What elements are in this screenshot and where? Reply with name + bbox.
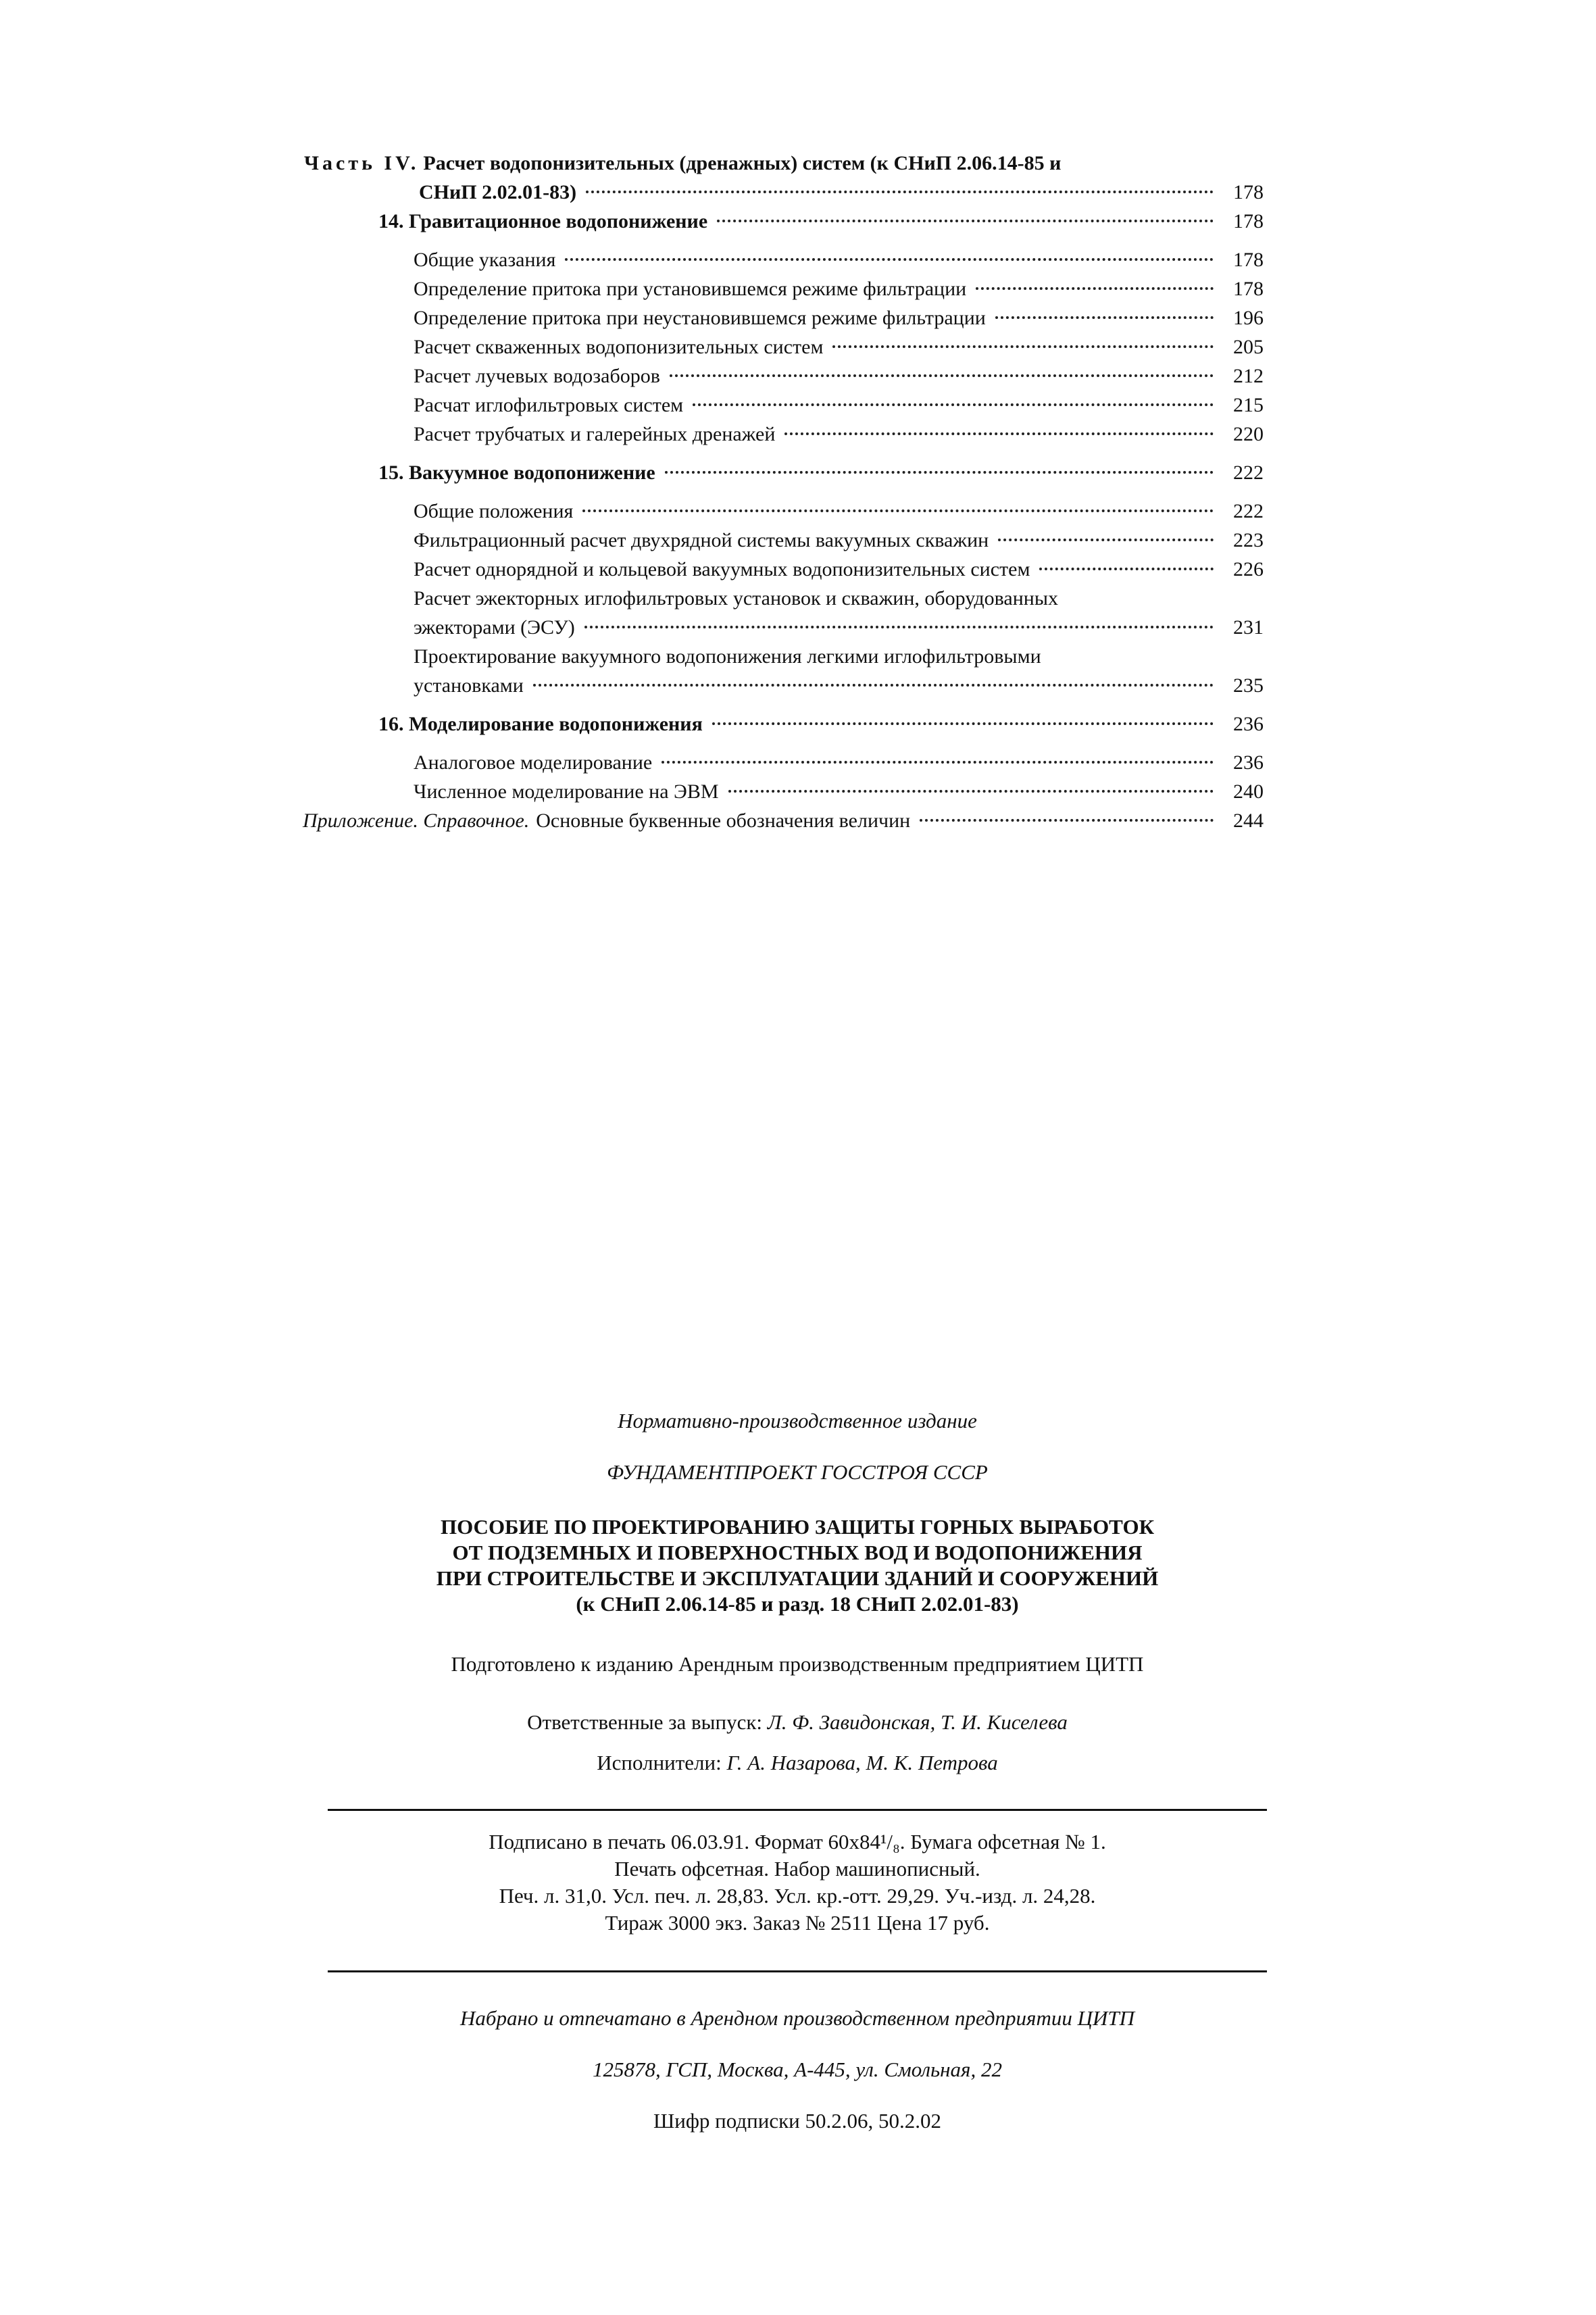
- toc-entry: [304, 748, 1264, 777]
- toc-entry: [304, 303, 1264, 332]
- publication-title-line: ПОСОБИЕ ПО ПРОЕКТИРОВАНИЮ ЗАЩИТЫ ГОРНЫХ ВЫРАБОТОК: [440, 1515, 1155, 1539]
- executors: [304, 1751, 1291, 1775]
- toc-entry-wrapped-first-line: [304, 584, 1264, 613]
- toc-entry-title: Расчат иглофильтровых систем: [414, 394, 684, 416]
- toc-part-title-line2: СНиП 2.02.01-83): [419, 181, 577, 203]
- toc-page-number: 236: [1233, 751, 1264, 774]
- toc-section-heading: [304, 710, 1264, 739]
- toc-leader: [717, 220, 1214, 222]
- responsible-editors: [304, 1710, 1291, 1735]
- responsible-names: Л. Ф. Завидонская, Т. И. Киселева: [767, 1710, 1068, 1734]
- toc-leader: [712, 722, 1214, 725]
- divider: [328, 1970, 1267, 1972]
- toc-entry-title: Численное моделирование на ЭВМ: [414, 780, 719, 803]
- toc-section-title: 15. Вакуумное водопонижение: [378, 462, 655, 484]
- toc-entry-title: Определение притока при установившемся режиме фильтрации: [414, 278, 967, 300]
- toc-appendix-entry: [303, 806, 1264, 835]
- toc-leader: [693, 403, 1214, 406]
- toc-entry-title-line2: установками: [414, 674, 524, 697]
- toc-section-heading: [304, 207, 1264, 236]
- toc-page-number: 196: [1233, 307, 1264, 329]
- toc-page-number: 215: [1233, 394, 1264, 416]
- toc-leader: [582, 509, 1214, 512]
- prepared-by: Подготовлено к изданию Арендным производственным предприятием ЦИТП: [451, 1652, 1144, 1676]
- toc-leader: [784, 432, 1214, 435]
- toc-section-title: 14. Гравитационное водопонижение: [378, 210, 708, 232]
- toc-section-heading: [304, 458, 1264, 487]
- toc-entry-title: Расчет лучевых водозаборов: [414, 365, 660, 387]
- divider: [328, 1809, 1267, 1811]
- toc-page-number: 231: [1233, 616, 1264, 639]
- toc-leader: [998, 539, 1214, 541]
- printed-at: Набрано и отпечатано в Арендном производственном предприятии ЦИТП: [460, 2006, 1134, 2030]
- toc-leader: [1039, 568, 1214, 570]
- toc-page-number: 226: [1233, 558, 1264, 580]
- toc-entry: [304, 391, 1264, 420]
- print-details: [304, 1828, 1291, 1937]
- toc-leader: [976, 287, 1214, 290]
- toc-entry-title: Фильтрационный расчет двухрядной системы вакуумных скважин: [414, 529, 989, 551]
- toc-entry: [304, 362, 1264, 391]
- publication-type: Нормативно-производственное издание: [618, 1409, 977, 1433]
- toc-page-number: 205: [1233, 336, 1264, 358]
- toc-entry-title: Расчет однорядной и кольцевой вакуумных водопонизительных систем: [414, 558, 1030, 580]
- toc-page-number: 178: [1233, 249, 1264, 271]
- toc-part-heading: [304, 149, 1264, 178]
- toc-part-prefix: Часть IV.: [304, 152, 420, 174]
- organization-name: ФУНДАМЕНТПРОЕКТ ГОССТРОЯ СССР: [607, 1460, 988, 1484]
- toc-entry-title-line1: Расчет эжекторных иглофильтровых установок и скважин, оборудованных: [414, 587, 1059, 609]
- toc-entry-title: Аналоговое моделирование: [414, 751, 653, 774]
- table-of-contents: [304, 149, 1264, 835]
- toc-entry: [304, 526, 1264, 555]
- toc-page-number: 222: [1233, 462, 1264, 484]
- print-detail-line: Печать офсетная. Набор машинописный.: [614, 1857, 980, 1881]
- toc-leader: [586, 191, 1214, 193]
- toc-part-title-line1: Расчет водопонизительных (дренажных) систем (к СНиП 2.06.14-85 и: [423, 152, 1062, 174]
- toc-leader: [584, 626, 1214, 628]
- toc-entry-title: Общие указания: [414, 249, 556, 271]
- toc-leader: [665, 471, 1214, 474]
- toc-page-number: 244: [1233, 810, 1264, 832]
- publication-title: [304, 1514, 1291, 1617]
- toc-entry: [304, 497, 1264, 526]
- subscription-code: Шифр подписки 50.2.06, 50.2.02: [653, 2109, 941, 2133]
- print-detail-line: Тираж 3000 экз. Заказ № 2511 Цена 17 руб.: [605, 1911, 990, 1935]
- toc-leader: [832, 345, 1214, 348]
- executors-label: Исполнители:: [597, 1751, 722, 1774]
- toc-leader: [662, 761, 1214, 764]
- toc-appendix-label: Приложение. Справочное.: [303, 810, 530, 832]
- toc-leader: [920, 819, 1214, 822]
- toc-entry-title: Расчет скваженных водопонизительных систем: [414, 336, 824, 358]
- colophon: [304, 1409, 1291, 2133]
- toc-entry: [304, 245, 1264, 274]
- toc-page-number: 240: [1233, 780, 1264, 803]
- toc-entry: [304, 671, 1264, 700]
- toc-leader: [533, 684, 1214, 687]
- publication-title-line: ПРИ СТРОИТЕЛЬСТВЕ И ЭКСПЛУАТАЦИИ ЗДАНИЙ И СООРУЖЕНИЙ: [436, 1566, 1159, 1590]
- toc-entry: [304, 178, 1264, 207]
- toc-appendix-title: Основные буквенные обозначения величин: [536, 810, 911, 832]
- toc-page-number: 236: [1233, 713, 1264, 735]
- toc-entry-wrapped-first-line: [304, 642, 1264, 671]
- publication-title-line: ОТ ПОДЗЕМНЫХ И ПОВЕРХНОСТНЫХ ВОД И ВОДОПОНИЖЕНИЯ: [452, 1541, 1143, 1564]
- toc-entry: [304, 332, 1264, 362]
- toc-page-number: 222: [1233, 500, 1264, 522]
- toc-entry-title-line1: Проектирование вакуумного водопонижения легкими иглофильтровыми: [414, 645, 1041, 668]
- toc-entry-title: Расчет трубчатых и галерейных дренажей: [414, 423, 776, 445]
- toc-entry: [304, 613, 1264, 642]
- toc-leader: [995, 316, 1214, 319]
- toc-page-number: 178: [1233, 210, 1264, 232]
- toc-page-number: 212: [1233, 365, 1264, 387]
- toc-entry: [304, 555, 1264, 584]
- toc-page-number: 178: [1233, 181, 1264, 203]
- toc-entry-title: Определение притока при неустановившемся режиме фильтрации: [414, 307, 986, 329]
- toc-entry: [304, 777, 1264, 806]
- publisher-address: 125878, ГСП, Москва, А-445, ул. Смольная, 22: [593, 2058, 1002, 2081]
- toc-leader: [728, 790, 1214, 793]
- toc-section-title: 16. Моделирование водопонижения: [378, 713, 703, 735]
- toc-page-number: 220: [1233, 423, 1264, 445]
- toc-leader: [565, 258, 1214, 261]
- toc-page-number: 223: [1233, 529, 1264, 551]
- toc-entry-title: Общие положения: [414, 500, 574, 522]
- publication-title-line: (к СНиП 2.06.14-85 и разд. 18 СНиП 2.02.01-83): [576, 1592, 1019, 1616]
- print-detail-line: Печ. л. 31,0. Усл. печ. л. 28,83. Усл. кр.-отт. 29,29. Уч.-изд. л. 24,28.: [499, 1884, 1096, 1908]
- toc-entry: [304, 274, 1264, 303]
- executors-names: Г. А. Назарова, М. К. Петрова: [726, 1751, 998, 1774]
- print-detail-line: Подписано в печать 06.03.91. Формат 60x84¹/₈. Бумага офсетная № 1.: [489, 1830, 1106, 1853]
- responsible-label: Ответственные за выпуск:: [527, 1710, 762, 1734]
- toc-entry: [304, 420, 1264, 449]
- toc-page-number: 178: [1233, 278, 1264, 300]
- toc-leader: [670, 374, 1214, 377]
- toc-page-number: 235: [1233, 674, 1264, 697]
- toc-entry-title-line2: эжекторами (ЭСУ): [414, 616, 575, 639]
